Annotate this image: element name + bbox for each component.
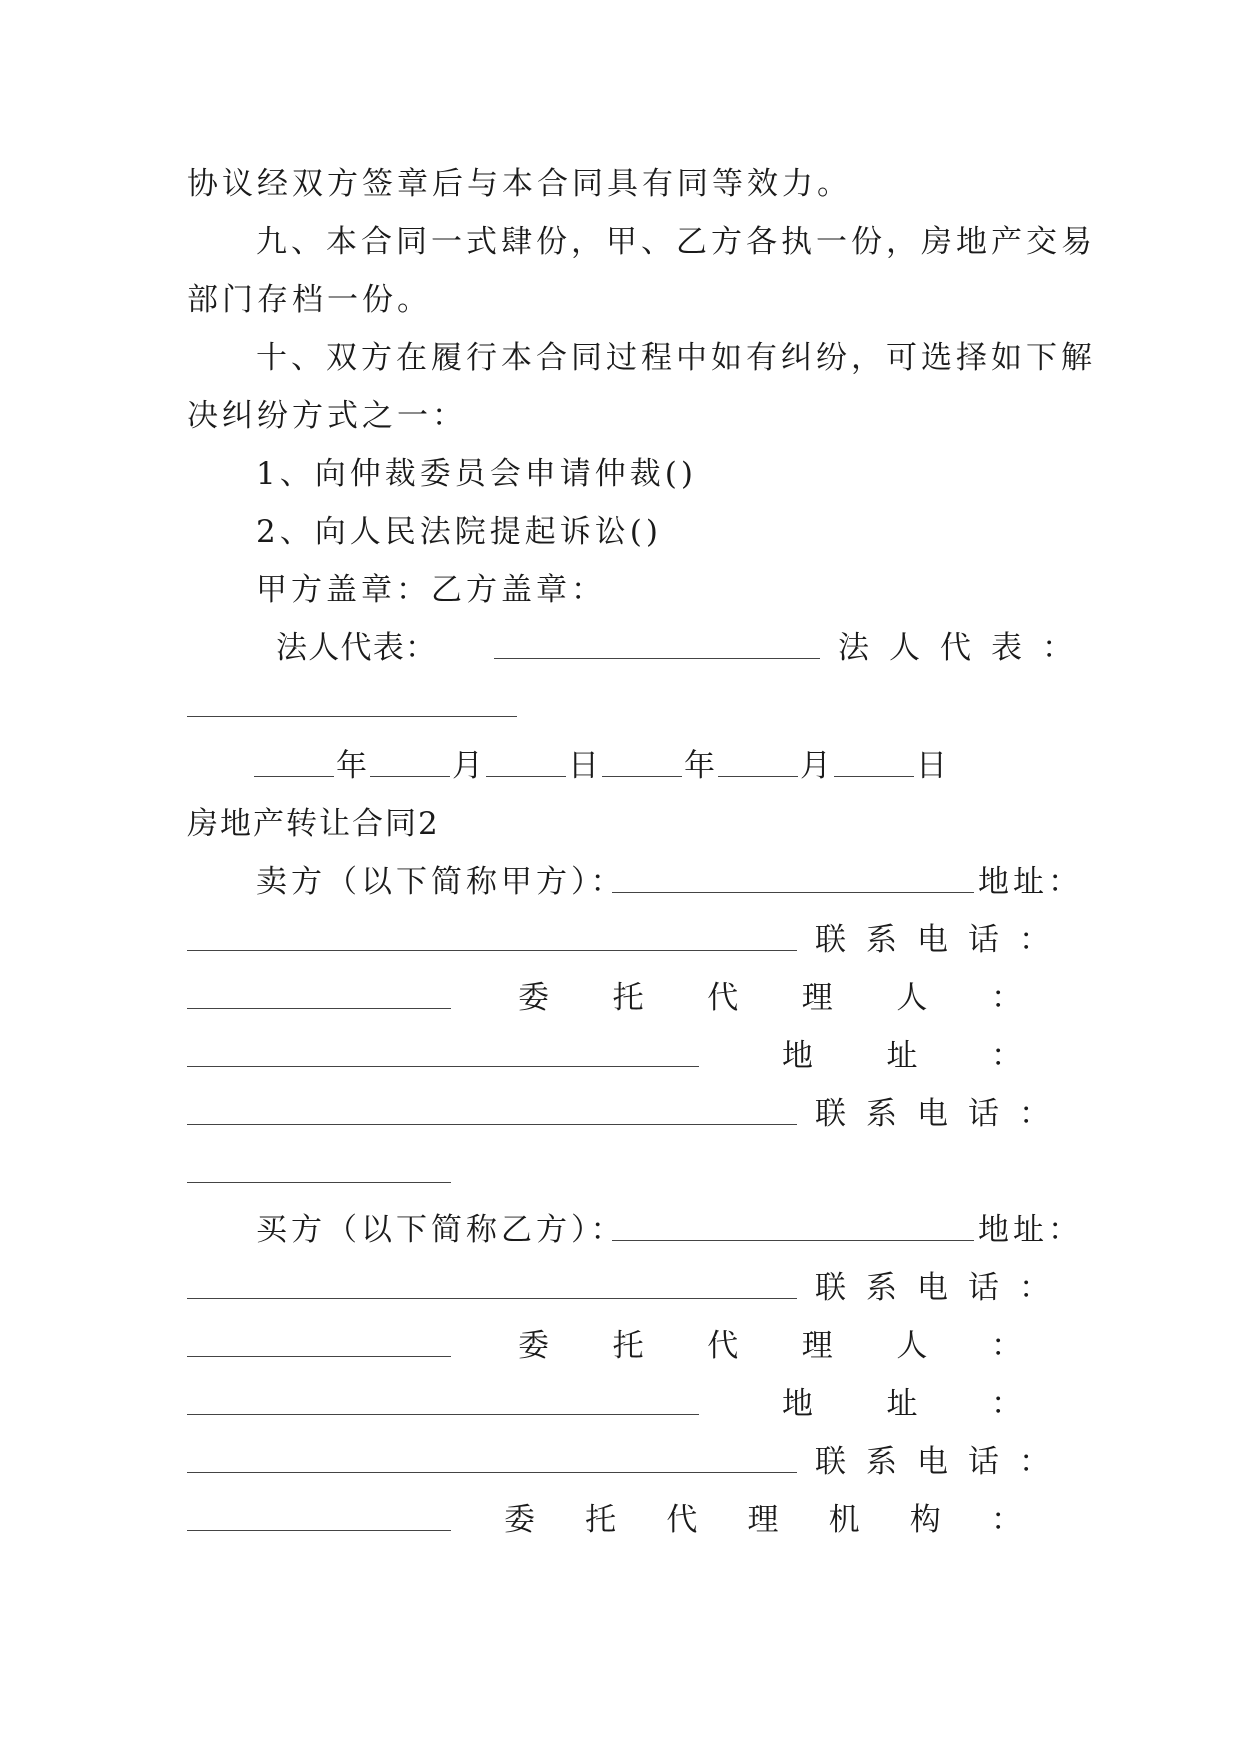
label-char: ： (990, 1502, 1022, 1538)
date-blank (834, 776, 914, 777)
seller-address-blank (187, 950, 797, 951)
date-year-b: 年 (684, 748, 719, 784)
rep-a-blank (494, 658, 820, 659)
seller-agent-address-blank (187, 1124, 797, 1125)
label-char: 址 (886, 1038, 918, 1074)
buyer-agent-address-label (782, 1384, 1022, 1424)
label-char: 理 (801, 980, 833, 1016)
rep-b-blank (187, 716, 517, 717)
buyer-address-blank (187, 1298, 797, 1299)
buyer-address-label: 地址： (978, 1212, 1083, 1248)
rep-label-a (276, 628, 436, 668)
clause-10: 十、双方在履行本合同过程中如有纠纷，可选择如下解 (256, 340, 1096, 376)
date-month-a: 月 (452, 748, 487, 784)
date-month-b: 月 (800, 748, 835, 784)
label-char: ： (991, 1386, 1022, 1422)
buyer-agent-label (518, 1326, 1022, 1366)
contract-2-title: 房地产转让合同2 (187, 806, 440, 842)
label-char: 托 (612, 1328, 644, 1364)
date-year-a: 年 (336, 748, 371, 784)
seal-line: 甲方盖章：乙方盖章： (256, 572, 606, 608)
seller-agent-phone-label: 联系电话： (815, 1096, 1070, 1132)
text-line: 部门存档一份。 (187, 282, 432, 318)
label-char: ： (405, 630, 436, 666)
buyer-agent-blank (187, 1414, 699, 1415)
seller-agent-address-label (782, 1036, 1022, 1076)
buyer-phone-label: 联系电话： (815, 1270, 1070, 1306)
label-char: 托 (612, 980, 644, 1016)
label-char: 机 (828, 1502, 860, 1538)
label-char: 址 (886, 1386, 918, 1422)
buyer-agency-label (504, 1500, 1022, 1540)
label-char: 理 (801, 1328, 833, 1364)
label-char: 人 (896, 1328, 928, 1364)
buyer-name-blank (612, 1240, 974, 1241)
text-line: 协议经双方签章后与本合同具有同等效力。 (187, 166, 852, 202)
option-arbitration: 1、向仲裁委员会申请仲裁() (256, 456, 697, 492)
label-char: ： (991, 1038, 1022, 1074)
text-line: 决纠纷方式之一： (187, 398, 467, 434)
label-char: 委 (518, 1328, 549, 1364)
buyer-agent-address-blank (187, 1472, 797, 1473)
label-char: 表 (372, 630, 404, 666)
date-blank (254, 776, 334, 777)
label-char: 构 (909, 1502, 941, 1538)
label-char: 代 (340, 630, 372, 666)
clause-9: 九、本合同一式肆份，甲、乙方各执一份，房地产交易 (256, 224, 1096, 260)
label-char: 委 (504, 1502, 535, 1538)
label-char: 人 (896, 980, 928, 1016)
label-char: 代 (707, 980, 739, 1016)
seller-agent-phone-blank (187, 1182, 451, 1183)
seller-phone-label: 联系电话： (815, 922, 1070, 958)
buyer-phone-blank (187, 1356, 451, 1357)
option-litigation: 2、向人民法院提起诉讼() (256, 514, 662, 550)
label-char: 法 (276, 630, 307, 666)
label-char: 委 (518, 980, 549, 1016)
label-char: 理 (747, 1502, 779, 1538)
date-blank (718, 776, 798, 777)
label-char: 代 (707, 1328, 739, 1364)
label-char: 人 (308, 630, 340, 666)
label-char: 代 (666, 1502, 698, 1538)
label-char: ： (990, 1328, 1022, 1364)
buyer-agent-phone-label: 联系电话： (815, 1444, 1070, 1480)
date-day-a: 日 (568, 748, 603, 784)
date-blank (602, 776, 682, 777)
label-char: 托 (585, 1502, 617, 1538)
date-blank (486, 776, 566, 777)
seller-address-label: 地址： (978, 864, 1083, 900)
label-char: ： (990, 980, 1022, 1016)
date-day-b: 日 (916, 748, 951, 784)
buyer-label: 买方（以下简称乙方）： (256, 1212, 626, 1248)
seller-agent-blank (187, 1066, 699, 1067)
label-char: 地 (782, 1386, 813, 1422)
label-char: 地 (782, 1038, 813, 1074)
seller-name-blank (612, 892, 974, 893)
seller-phone-blank (187, 1008, 451, 1009)
date-blank (370, 776, 450, 777)
buyer-agent-phone-blank (187, 1530, 451, 1531)
seller-agent-label (518, 978, 1022, 1018)
rep-label-b: 法人代表： (838, 630, 1093, 666)
seller-label: 卖方（以下简称甲方）： (256, 864, 626, 900)
